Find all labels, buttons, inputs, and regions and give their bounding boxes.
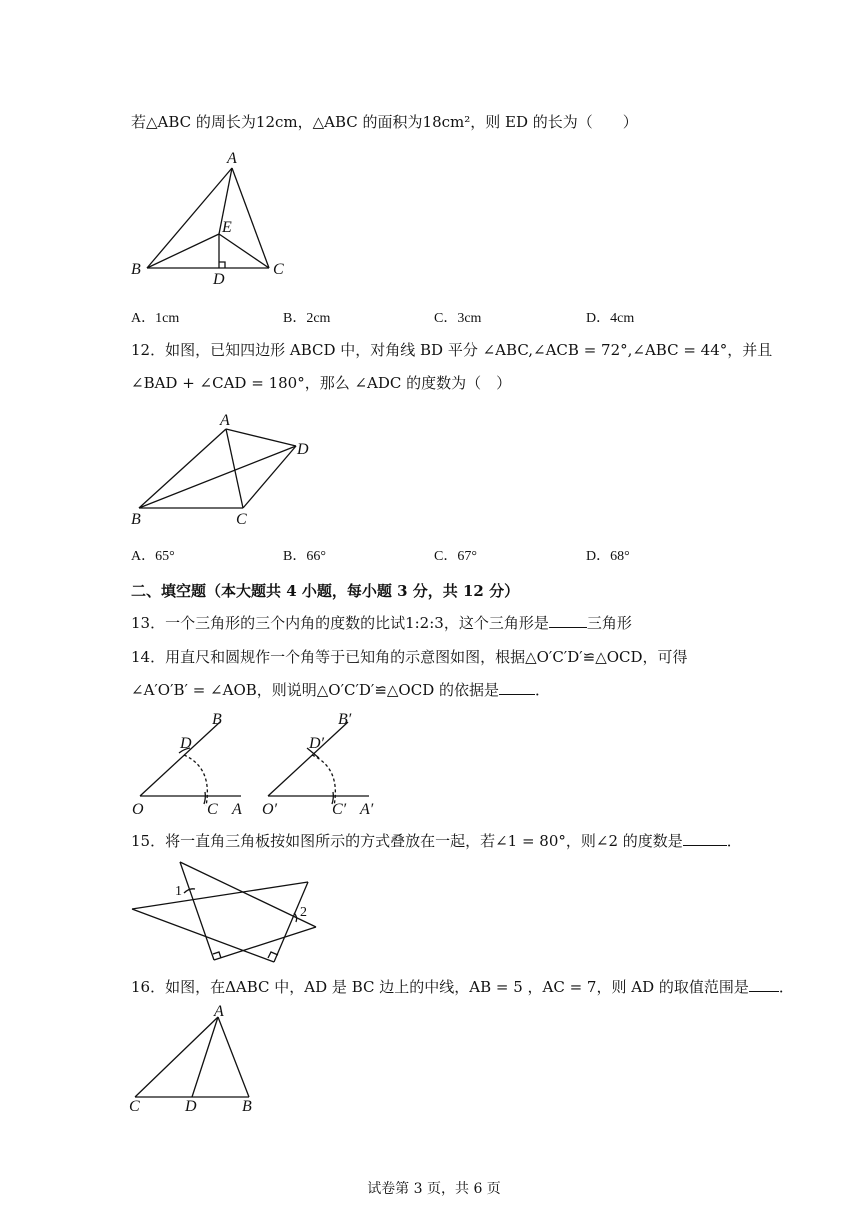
q16-label-d: D	[185, 1098, 197, 1115]
q11-option-a: A．1cm	[131, 311, 180, 326]
q12-line1: 12．如图，已知四边形 ABCD 中，对角线 BD 平分 ∠ABC,∠ACB = 72°,∠ABC = 44°，并且	[131, 341, 773, 359]
q14-right-label-c: C′	[332, 801, 347, 818]
q13-text	[131, 613, 632, 633]
q15-triangles-figure	[128, 855, 328, 970]
q15-angle-2-label: 2	[300, 905, 307, 920]
q14-left-angle-figure	[128, 708, 258, 818]
q14-right-label-b: B′	[338, 711, 352, 728]
section-heading: 二、填空题（本大题共 4 小题，每小题 3 分，共 12 分）	[131, 582, 520, 600]
q11-triangle-figure	[125, 148, 295, 288]
q11-label-b: B	[131, 261, 141, 278]
q14-left-label-a: A	[232, 801, 242, 818]
q13-text-after: 三角形	[586, 614, 632, 632]
q15-angle-1-label: 1	[175, 884, 182, 899]
q14-right-label-d: D′	[309, 735, 325, 752]
q14-line1: 14．用直尺和圆规作一个角等于已知角的示意图如图，根据△O′C′D′≌△OCD，可得	[131, 648, 688, 666]
q12-option-b: B．66°	[283, 549, 326, 564]
q11-label-e: E	[222, 219, 232, 236]
q12-quadrilateral-figure	[125, 405, 325, 535]
q15-text-before: 15．将一直角三角板按如图所示的方式叠放在一起，若∠1 = 80°，则∠2 的度数是	[131, 832, 683, 850]
q12-label-c: C	[236, 511, 247, 528]
q15-text	[131, 831, 742, 851]
q14-right-label-a: A′	[360, 801, 374, 818]
q14-left-label-c: C	[207, 801, 218, 818]
q14-left-label-d: D	[180, 735, 192, 752]
q11-option-b: B．2cm	[283, 311, 331, 326]
q16-text-before: 16．如图，在ΔABC 中，AD 是 BC 边上的中线，AB = 5 ，AC = 7，则 AD 的取值范围是	[131, 978, 749, 996]
q14-right-label-o: O′	[262, 801, 278, 818]
q14-answer-blank	[499, 680, 535, 695]
q14-line2-before: ∠A′O′B′ = ∠AOB，则说明△O′C′D′≌△OCD 的依据是	[131, 681, 499, 699]
q12-option-a: A．65°	[131, 549, 175, 564]
q12-label-a: A	[220, 412, 230, 429]
q14-left-label-o: O	[132, 801, 144, 818]
q11-option-d: D．4cm	[586, 311, 635, 326]
q11-label-c: C	[273, 261, 284, 278]
q13-answer-blank	[549, 613, 587, 628]
q11-label-a: A	[227, 150, 237, 167]
q12-option-c: C．67°	[434, 549, 477, 564]
q15-answer-blank	[683, 831, 727, 846]
q11-stem: 若△ABC 的周长为12cm，△ABC 的面积为18cm²，则 ED 的长为（ ）	[131, 113, 638, 131]
q12-option-d: D．68°	[586, 549, 630, 564]
q12-line2: ∠BAD + ∠CAD = 180°，那么 ∠ADC 的度数为（ ）	[131, 374, 512, 392]
q16-label-b: B	[242, 1098, 252, 1115]
q16-answer-blank	[749, 977, 779, 992]
q14-line2	[131, 680, 550, 700]
q16-text-after: ．	[778, 978, 794, 996]
q16-text	[131, 977, 794, 997]
q13-text-before: 13．一个三角形的三个内角的度数的比试1:2:3，这个三角形是	[131, 614, 549, 632]
q16-label-a: A	[214, 1003, 224, 1020]
q12-label-d: D	[297, 441, 309, 458]
q15-text-after: ．	[726, 832, 742, 850]
q16-triangle-figure	[125, 1003, 265, 1118]
page-footer: 试卷第 3 页，共 6 页	[367, 1181, 501, 1197]
q16-label-c: C	[129, 1098, 140, 1115]
q14-right-angle-figure	[262, 708, 392, 818]
q14-left-label-b: B	[212, 711, 222, 728]
q11-option-c: C．3cm	[434, 311, 482, 326]
q14-line2-after: ．	[535, 681, 551, 699]
q11-label-d: D	[213, 271, 225, 288]
q12-label-b: B	[131, 511, 141, 528]
